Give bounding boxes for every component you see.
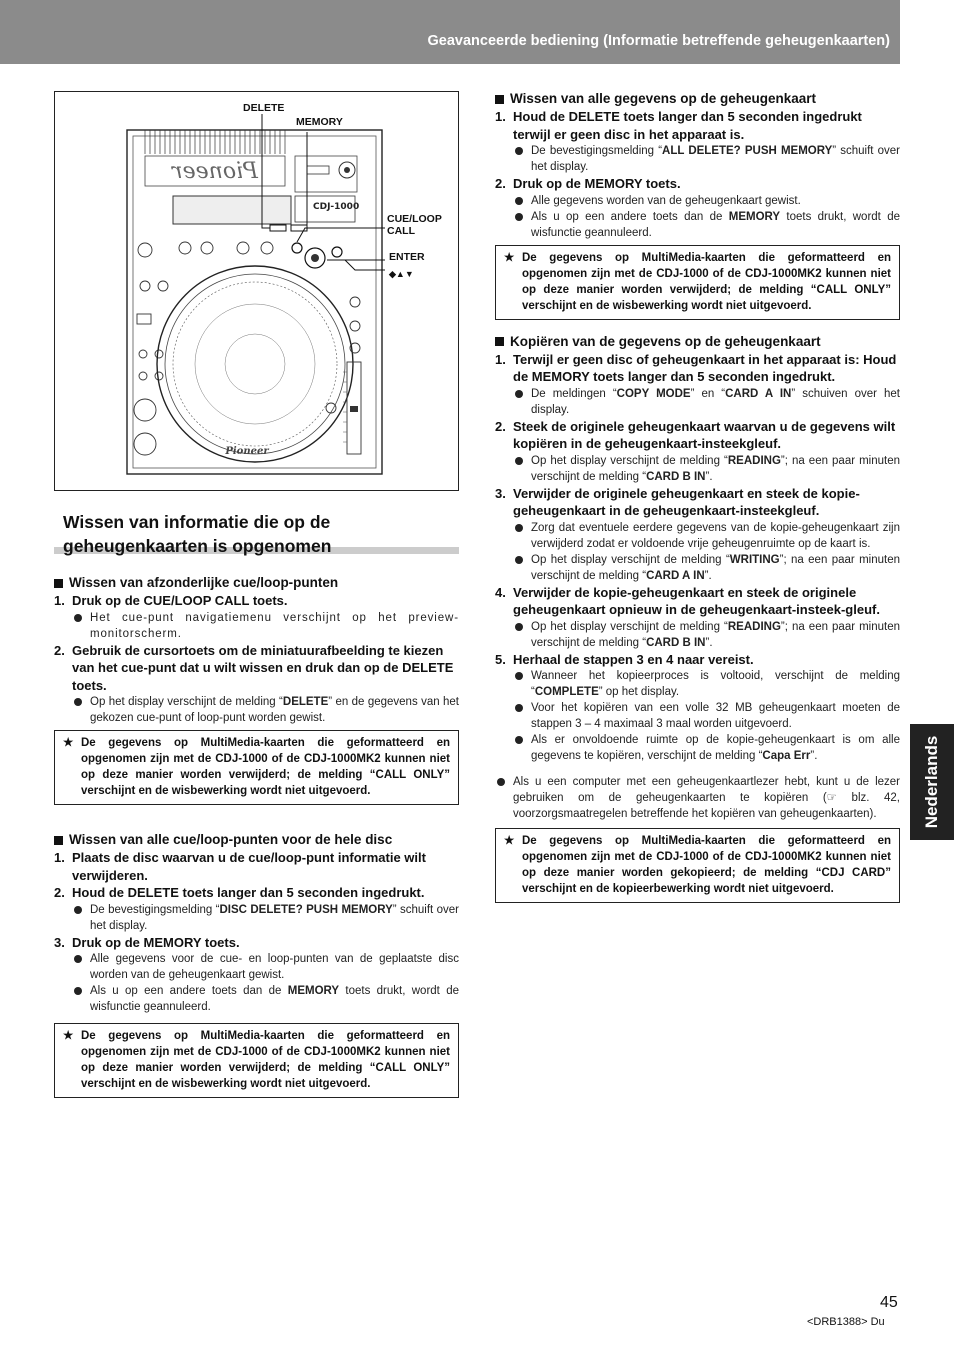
document-code: <DRB1388> Du [807, 1316, 885, 1328]
note-box: ★ De gegevens op MultiMedia-kaarten die geformatteerd en opgenomen zijn met de CDJ-1000 of de CDJ-1000MK2 kunnen niet op deze manier worden gekopieerd; de melding “CDJ CARD” verschijnt en de kopieerbewerking wordt niet uitgevoerd. [495, 828, 900, 903]
step: 5. Herhaal de stappen 3 en 4 naar vereist. [495, 651, 754, 667]
bullet-item: Als u op een andere toets dan de MEMORY toets drukt, wordt de wisfunctie geannuleerd. [495, 209, 900, 241]
bullet-item: De meldingen “COPY MODE” en “CARD A IN” schuiven over het display. [495, 386, 900, 418]
main-title: Wissen van informatie die op de geheugenkaarten is opgenomen [54, 510, 459, 560]
header-title: Geavanceerde bediening (Informatie betreffende geheugenkaarten) [427, 33, 890, 49]
left-column [54, 510, 459, 1102]
step: 4. Verwijder de kopie-geheugenkaart en steek de originele geheugenkaart opnieuw in de geheugenkaart-insteek-gleuf. [495, 584, 880, 617]
delete-button-fig [270, 225, 286, 231]
bullet-item: Voor het kopiëren van een volle 32 MB geheugenkaart moeten de stappen 3 – 4 maximaal 3 maal worden uitgevoerd. [495, 700, 900, 732]
note-box: ★ De gegevens op MultiMedia-kaarten die geformatteerd en opgenomen zijn met de CDJ-1000 of de CDJ-1000MK2 kunnen niet op deze manier worden verwijderd; de melding “CALL ONLY” verschijnt en de wisbewerking wordt niet uitgevoerd. [54, 1023, 459, 1098]
bullet-item: Op het display verschijnt de melding “WRITING”; na een paar minuten verschijnt de melding “CARD A IN”. [495, 552, 900, 584]
brand-logo-mirrored: Pioneer [172, 159, 258, 184]
right-column [495, 90, 900, 907]
bullet-item: Zorg dat eventuele eerdere gegevens van de kopie-geheugenkaart zijn verwijderd zodat er voldoende vrije geheugenruimte op de kaart is. [495, 520, 900, 552]
label-memory: MEMORY [296, 116, 343, 128]
section-heading: Wissen van alle gegevens op de geheugenkaart [495, 90, 900, 108]
brand-logo: Pioneer [225, 446, 269, 457]
model-label: CDJ-1000 [313, 202, 360, 212]
language-tab [910, 724, 954, 840]
step: 2. Houd de DELETE toets langer dan 5 seconden ingedrukt. [54, 885, 425, 900]
bullet-item: Alle gegevens worden van de geheugenkaart gewist. [495, 193, 900, 209]
step: 3. Druk op de MEMORY toets. [54, 934, 240, 950]
step: 1. Houd de DELETE toets langer dan 5 seconden ingedrukt terwijl er geen disc in het apparaat is. [495, 109, 862, 142]
bullet-item: Wanneer het kopieerproces is voltooid, verschijnt de melding “COMPLETE” op het display. [495, 668, 900, 700]
square-bullet-icon [54, 579, 63, 588]
star-icon: ★ [504, 251, 515, 264]
bullet-item: De bevestigingsmelding “ALL DELETE? PUSH MEMORY” schuift over het display. [495, 143, 900, 175]
bullet-item: Op het display verschijnt de melding “READING”; na een paar minuten verschijnt de melding “CARD B IN”. [495, 619, 900, 651]
step: 1. Plaats de disc waarvan u de cue/loop-punt informatie wilt verwijderen. [54, 850, 426, 883]
device-figure [54, 91, 459, 491]
section-heading: Wissen van alle cue/loop-punten voor de hele disc [54, 831, 459, 849]
bullet-item: Als u op een andere toets dan de MEMORY toets drukt, wordt de wisfunctie geannuleerd. [54, 983, 459, 1015]
star-icon: ★ [63, 1030, 74, 1042]
section-heading: Kopiëren van de gegevens op de geheugenkaart [495, 333, 900, 351]
star-icon: ★ [504, 835, 515, 847]
bullet-item: Als er onvoldoende ruimte op de kopie-geheugenkaart is om alle gegevens te kopiëren, verschijnt de melding “Capa Err”. [495, 732, 900, 764]
square-bullet-icon [495, 95, 504, 104]
step: 2. Druk op de MEMORY toets. [495, 176, 681, 191]
section-heading: Wissen van afzonderlijke cue/loop-punten [54, 574, 459, 592]
step: 1. Druk op de CUE/LOOP CALL toets. [54, 593, 288, 608]
language-tab-label: Nederlands [922, 735, 941, 829]
step: 2. Steek de originele geheugenkaart waarvan u de gegevens wilt kopiëren in de geheugenkaart-insteekgleuf. [495, 418, 896, 451]
page-number: 45 [880, 1294, 898, 1311]
cdj-illustration [55, 92, 459, 491]
step: 3. Verwijder de originele geheugenkaart en steek de kopie-geheugenkaart in de geheugenkaart-insteekgleuf. [495, 485, 860, 518]
bullet-item: Op het display verschijnt de melding “READING”; na een paar minuten verschijnt de melding “CARD B IN”. [495, 453, 900, 485]
general-bullet: Als u een computer met een geheugenkaartlezer hebt, kunt u de lezer gebruiken om de geheugenkaarten te kopiëren (☞ blz. 42, voorzorgsmaatregelen betreffende het kopiëren van geheugenkaarten). [495, 774, 900, 822]
bullet-item: Het cue-punt navigatiemenu verschijnt op het preview-monitorscherm. [54, 610, 459, 642]
step: 1. Terwijl er geen disc of geheugenkaart in het apparaat is: Houd de MEMORY toets langer dan 5 seconden ingedrukt. [495, 351, 897, 384]
label-enter: ENTER [389, 251, 425, 263]
note-box: ★ De gegevens op MultiMedia-kaarten die geformatteerd en opgenomen zijn met de CDJ-1000 of de CDJ-1000MK2 kunnen niet op deze manier worden verwijderd; de melding “CALL ONLY” verschijnt en de wisbewerking wordt niet uitgevoerd. [495, 245, 900, 320]
label-cursor-arrows: ◆▲▼ [389, 269, 414, 279]
bullet-item: De bevestigingsmelding “DISC DELETE? PUSH MEMORY” schuift over het display. [54, 902, 459, 934]
label-cue-loop-call: CUE/LOOP CALL [387, 213, 442, 237]
square-bullet-icon [495, 337, 504, 346]
note-box: ★ De gegevens op MultiMedia-kaarten die geformatteerd en opgenomen zijn met de CDJ-1000 of de CDJ-1000MK2 kunnen niet op deze manier worden verwijderd; de melding “CALL ONLY” verschijnt en de wisbewerking wordt niet uitgevoerd. [54, 730, 459, 805]
label-delete: DELETE [243, 102, 285, 114]
step: 2. Gebruik de cursortoets om de miniatuurafbeelding te kiezen van het cue-punt dat u wilt wissen en druk dan op de DELETE toets. [54, 642, 454, 693]
bullet-item: Op het display verschijnt de melding “DELETE” en de gegevens van het gekozen cue-punt of loop-punt worden gewist. [54, 694, 459, 726]
square-bullet-icon [54, 836, 63, 845]
star-icon: ★ [63, 737, 74, 749]
header-bar [0, 0, 900, 64]
bullet-item: Alle gegevens voor de cue- en loop-punten van de geplaatste disc worden van de geheugenkaart gewist. [54, 951, 459, 983]
